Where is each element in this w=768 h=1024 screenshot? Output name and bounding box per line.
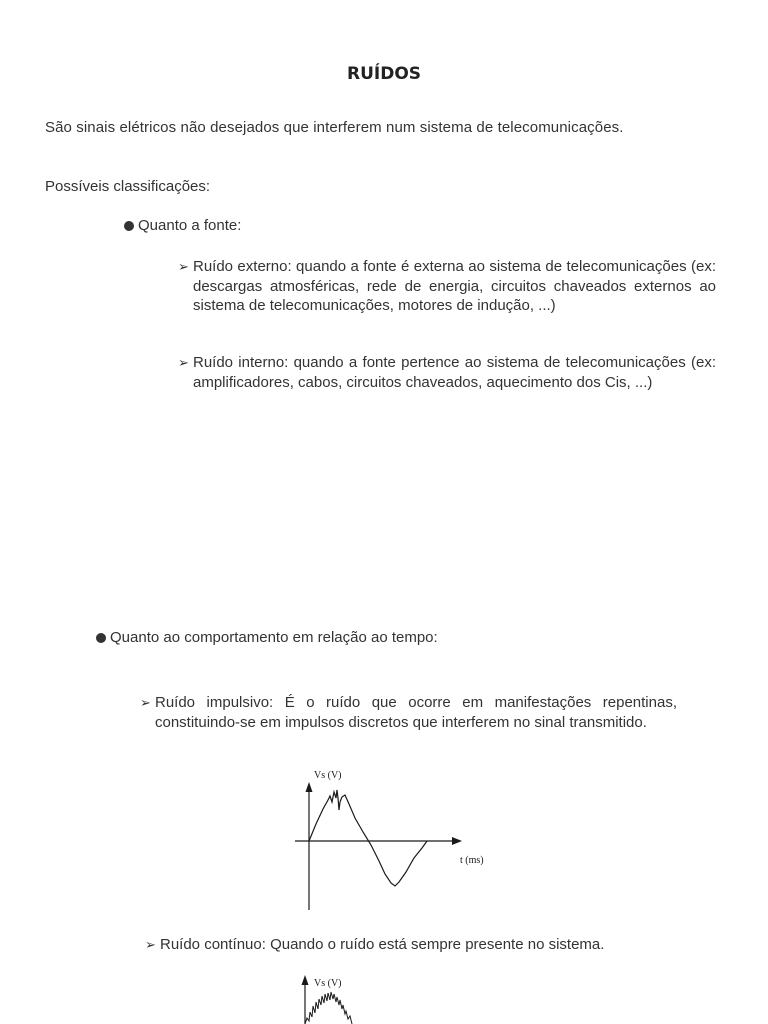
arrow-bullet-icon: ➢ xyxy=(178,259,189,274)
classifications-heading: Possíveis classificações: xyxy=(45,178,211,195)
arrow-item-impulsive xyxy=(140,693,677,732)
arrow-bullet-icon: ➢ xyxy=(145,937,156,952)
arrow-item-continuous-text: Ruído contínuo: Quando o ruído está sempre presente no sistema. xyxy=(160,936,605,953)
continuous-noise-figure xyxy=(290,972,400,1024)
x-axis-arrowhead xyxy=(452,837,462,845)
arrow-bullet-icon: ➢ xyxy=(140,695,151,710)
page-title: RUÍDOS xyxy=(346,64,422,84)
arrow-item-continuous xyxy=(145,935,720,955)
x-axis-label: t (ms) xyxy=(460,855,484,866)
arrow-item-internal-text: Ruído interno: quando a fonte pertence ao sistema de telecomunicações (ex: amplificadores, cabos, circuitos chaveados, aquecimento dos Cis, ...) xyxy=(193,354,716,391)
arrow-item-impulsive-text: Ruído impulsivo: É o ruído que ocorre em manifestações repentinas, constituindo-se em impulsos discretos que interferem no sinal transmitido. xyxy=(155,694,677,731)
waveform xyxy=(309,790,427,886)
intro-paragraph: São sinais elétricos não desejados que interferem num sistema de telecomunicações. xyxy=(45,119,624,136)
impulsive-noise-figure xyxy=(285,762,495,917)
bullet-source-label: Quanto a fonte: xyxy=(138,217,242,234)
bullet-dot-icon xyxy=(124,221,134,231)
arrow-bullet-icon: ➢ xyxy=(178,355,189,370)
y-axis-label: Vs (V) xyxy=(314,978,342,989)
y-axis-arrowhead xyxy=(302,975,309,985)
bullet-time-label: Quanto ao comportamento em relação ao tempo: xyxy=(110,629,438,646)
arrow-item-internal xyxy=(178,353,716,392)
noisy-waveform xyxy=(305,992,352,1024)
bullet-dot-icon xyxy=(96,633,106,643)
bullet-time xyxy=(96,629,438,646)
arrow-item-external-text: Ruído externo: quando a fonte é externa ao sistema de telecomunicações (ex: descargas atmosféricas, rede de energia, circuitos chaveados externos ao sistema de telecomunicações, motores de indução, ...) xyxy=(193,258,716,314)
y-axis-arrowhead xyxy=(306,782,313,792)
arrow-item-external xyxy=(178,257,716,316)
y-axis-label: Vs (V) xyxy=(314,770,342,781)
bullet-source xyxy=(124,217,241,234)
